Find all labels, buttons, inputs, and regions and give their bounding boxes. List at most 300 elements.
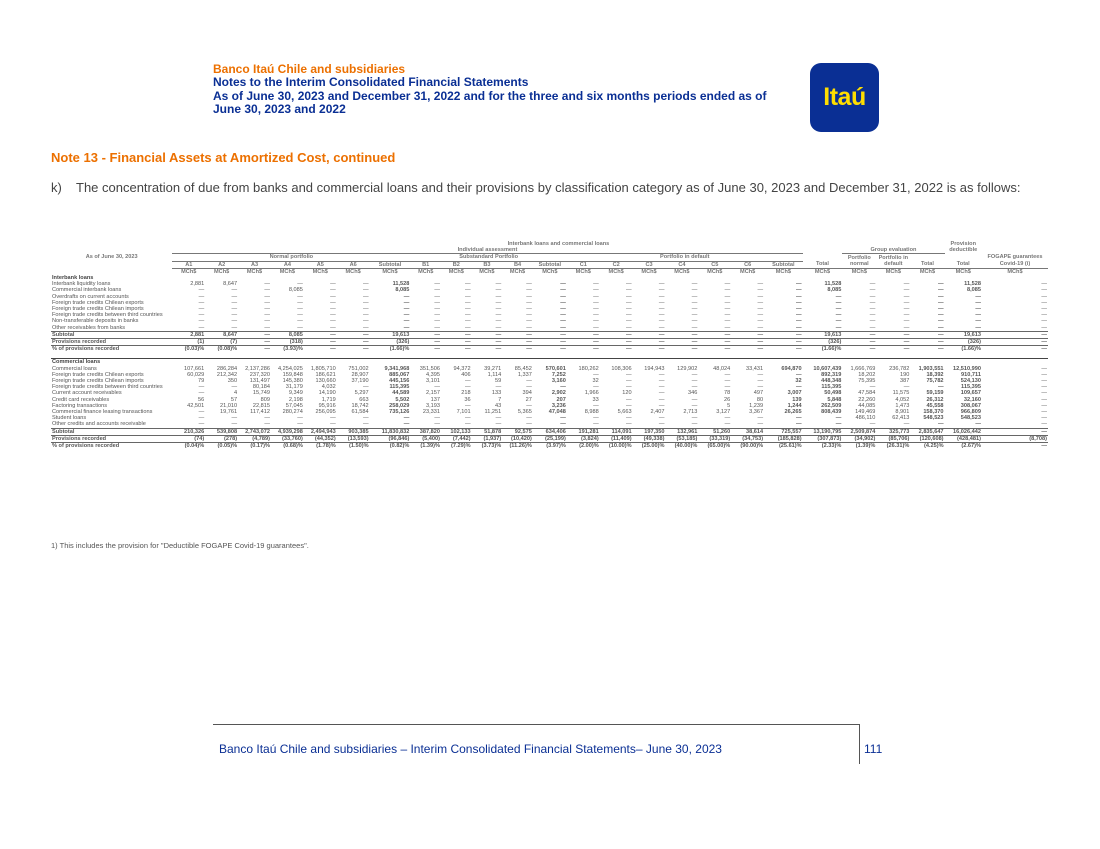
table-cell: — [903,306,910,313]
table-cell: — [434,287,440,294]
table-cell: — [903,287,910,294]
table-cell: 892,319 [821,371,842,378]
table-cell: 115,395 [961,384,981,391]
table-cell: 129,902 [677,365,698,372]
table-cell: — [724,371,731,378]
table-cell: — [724,415,731,422]
table-cell: — [330,318,336,325]
unit-header: MCh$ [641,268,657,275]
table-cell: 694,870 [781,365,802,372]
table-cell: — [362,312,369,319]
company-name: Banco Itaú Chile and subsidiaries [213,62,406,76]
table-cell: 5 [727,402,731,409]
table-cell: 4,395 [426,371,440,378]
row-label: % of provisions recorded [51,346,172,353]
table-cell: 2,713 [683,409,698,416]
table-cell: — [526,415,532,422]
col-header: B3 [472,261,503,268]
table-cell: — [757,384,764,391]
table-cell: — [231,299,238,306]
table-cell: 3,101 [426,378,440,385]
table-cell: 885,067 [389,371,410,378]
table-cell: — [593,312,599,319]
table-cell: 191,281 [567,428,600,435]
table-cell: — [626,384,632,391]
table-cell: — [698,331,731,338]
table-cell: — [198,409,205,416]
table-cell: (7,442) [441,435,472,442]
table-cell: — [982,331,1048,338]
table-cell: — [526,421,532,428]
concentration-table: Interbank loans and commercial loans Provision Individual assessment Group evaluation deductible As of June 30, 2023 Normal portfolio Substandard Portfolio Portfolio in default Portfolio Portfolio in FOGAPE guarantees A1 A2 A3 A4 A5 A6 Subtotal B1 B2 B3 B4 Subtotal C1 C2 C3 C4 C5 C6 Subtotal Total normal default Total Total Covid-19 (i) MCh$ MCh$ MCh$ MCh$ MCh$ MCh$ MCh$ MCh$ MCh$ MCh$ MCh$ MCh$ MCh$ MCh$ MCh$ MCh$ MCh$ MCh$ MCh$ MCh$ MCh$ MCh$ MCh$ MCh$ MCh$ Interbank loans Interbank liquidity loans 2,881 8,647 — — — — 11,528 — — — — — — — — — — — — 11,528 — — — 11,528 — Commercial interbank loans — — — 8,085 — — 8,085 — — — — — — — — — — — — 8,085 — — — 8,085 — Overdrafts on current accounts — — — — — — — — — — — — — — — — — — — — — — — — — Foreign trade credits Chilean exports — — — — — — — — — — — — — — — — — — — — — — — — — Foreign trade credits Chilean imports — — — — — — — — — — — — — — — — — — — — — — — — — Foreign trade credits between third countries — — — — — — — — — — — — — — — — — — — — — — — — — Non-transferable deposits in banks — — — — — — — — — — — — — — — — — — — — — — — — — Other receivables from banks — — — — — — — — — — — — — — — — — — — — — — — — — Subtotal 2,881 8,647 — 8,085 — — 19,613 — — — — — — — — — — — — 19,613 — — — 19,613 — Provisions recorded (1) (7) — (318) — — (326) — — — — — — — — — — — — (326) — — — (326) — % of provisions recorded (0.03)% (0.08)% — (3.93)% — — (1.66)% — — — — — — — — — — — — (1.66)% — — — (1.66)% — Commercial loans Commercial loans 107,661 286,284 2,137,286 4,254,025 1,805,710 751,002 9,341,968 351,506 94,372 39,271 85,452 570,601 180,262 108,306 194,943 129,902 48,024 33,431 694,870 10,607,439 1,666,769 236,782 1,903,551 12,510,990 — Foreign trade credits Chilean exports 60,029 212,342 237,320 159,848 186,621 28,907 885,067 4,395 406 1,114 1,337 7,252 — — — — — — — 892,319 18,202 190 18,392 910,711 — Foreign trade credits Chilean imports 79 350 131,497 145,380 130,660 37,190 445,156 3,101 — 59 — 3,160 32 — — — — — 32 448,348 75,395 387 75,782 524,130 — Foreign trade credits between third countries — — 80,184 31,179 4,032 — 115,395 — — — — — — — — — — — — 115,395 — — — 115,395 — Current account receivables — 4 15,749 9,349 14,190 5,297 44,589 2,157 218 133 394 2,902 1,966 120 — 346 78 497 3,007 50,498 47,584 11,575 59,159 109,657 — Credit card receivables 56 57 809 2,198 1,719 663 5,502 137 36 7 27 207 33 — — — 26 80 139 5,848 22,260 4,052 26,312 32,160 — Factoring transactions 42,501 21,010 22,815 57,045 95,916 18,742 258,029 3,193 — 43 — 3,236 — — — — 5 1,239 1,244 262,509 44,085 1,473 45,558 308,067 — Commercial finance leasing transactions — 19,761 117,412 280,274 256,095 61,584 735,126 23,331 7,101 11,251 5,365 47,048 8,988 5,663 2,407 2,713 3,127 3,367 26,265 808,439 149,469 8,901 158,370 966,809 — Student loans — — — — — — — — — — — — — — — — — — — — 486,110 62,413 548,523 548,523 — Other credits and accounts receivable — — — — — — — — — — — — — — — — — — — — — — — — — Subtotal 210,326 539,808 2,743,072 4,939,298 2,494,943 903,385 11,830,832 387,820 102,133 51,878 92,575 634,406 191,281 114,091 197,350 132,961 51,260 38,614 725,557 13,190,795 2,509,874 325,773 2,835,647 16,026,442 — Provisions recorded (74) (278) (4,789) (33,760) (44,352) (13,593) (96,846) (5,400) (7,442) (1,937) (10,420) (25,199) (3,824) (11,409) (49,338) (53,185) (33,319) (34,753) (185,828) (307,873) (34,902) (85,706) (120,608) (428,481) (8,708) % of provisions recorded (0.04)% (0.05)% (0.17)% (0.68)% (1.78)% (1.50)% (0.82)% (1.39)% (7.29)% (3.73)% (11.26)% (3.97)% (2.00)% (10.00)% (25.00)% (40.00)% (65.00)% (90.00)% (25.61)% (2.33)% (1.39)% (26.31)% (4.25)% (2.67)% — [52,241,1047,450]
table-cell: 2,157 [426,390,440,397]
table-cell: 21,010 [219,402,238,409]
table-cell: — [472,346,503,353]
col-header: C4 [665,261,698,268]
table-cell: — [362,299,369,306]
table-cell: — [198,287,205,294]
table-cell: 1,114 [487,371,502,378]
table-cell: — [796,293,802,300]
table-cell: (326) [370,339,411,346]
table-cell: — [593,299,599,306]
unit-header: MCh$ [851,268,867,275]
table-cell: (185,828) [764,435,803,442]
table-cell: 26,312 [926,396,944,403]
table-cell: — [626,402,632,409]
table-cell: — [869,281,876,288]
table-cell: — [1041,409,1047,416]
table-cell: — [835,415,842,422]
table-cell: — [658,415,665,422]
table-cell: — [757,318,764,325]
table-cell: 180,262 [578,365,599,372]
table-cell: — [600,339,633,346]
table-cell: — [465,324,471,331]
table-cell: — [724,306,731,313]
table-cell: 51,260 [698,428,731,435]
table-cell: (11,409) [600,435,633,442]
table-cell: — [757,421,764,428]
provisions-pct-row [51,346,1048,353]
table-cell: (74) [172,435,205,442]
table-cell: — [724,384,731,391]
table-cell: 120 [622,390,632,397]
table-cell: — [937,318,944,325]
table-cell: (25,199) [533,435,567,442]
col-header: B1 [410,261,441,268]
table-cell: 11,528 [392,281,410,288]
table-cell: — [975,318,981,325]
row-label: Foreign trade credits Chilean exports [52,371,144,378]
table-cell: — [330,293,336,300]
table-cell: — [362,287,369,294]
table-cell: — [330,415,336,422]
table-cell: — [567,339,600,346]
table-cell: 31,179 [285,384,303,391]
table-cell: — [937,421,944,428]
note-title: Note 13 - Financial Assets at Amortized Cost, continued [51,150,396,165]
table-cell: 32 [795,378,802,385]
intro-text: The concentration of due from banks and commercial loans and their provisions by classification category as of June 30, 2023 and December 31, 2022 is as follows: [76,180,1021,195]
table-cell: — [764,339,803,346]
normal-portfolio: Normal portfolio [172,254,410,261]
table-cell: — [658,402,665,409]
unit-header: MCh$ [479,268,495,275]
table-cell: — [495,415,502,422]
table-cell: — [264,293,270,300]
table-cell: 8,085 [271,331,304,338]
table-cell: — [903,312,910,319]
table-cell: — [724,293,731,300]
table-cell: — [731,346,764,353]
table-cell: — [593,371,599,378]
provisions-pct-row [51,443,1048,450]
table-cell: — [465,281,471,288]
table-cell: 22,815 [252,402,270,409]
table-cell: — [593,293,599,300]
unit-header: MCh$ [608,268,624,275]
table-cell: 2,407 [650,409,665,416]
unit-header: MCh$ [279,268,295,275]
table-cell: 32 [592,378,599,385]
table-cell: — [633,339,666,346]
table-cell: — [835,293,842,300]
header-line-4: June 30, 2023 and 2022 [213,102,346,117]
table-cell: 22,260 [858,396,876,403]
table-cell: 32,160 [963,396,981,403]
table-cell: 8,085 [288,287,303,294]
table-cell: 2,137,286 [245,365,270,372]
table-cell: — [796,281,802,288]
table-cell: — [560,293,566,300]
table-cell: 80 [756,396,764,403]
col-header: A6 [337,261,370,268]
table-cell: 149,469 [855,409,876,416]
table-cell: — [330,281,336,288]
table-cell: — [876,339,910,346]
table-cell: 59,159 [926,390,944,397]
table-cell: 47,584 [858,390,876,397]
table-cell: — [264,324,270,331]
table-cell: — [626,396,632,403]
table-cell: — [1041,371,1047,378]
table-cell: — [658,378,665,385]
table-cell: — [362,281,369,288]
table-cell: — [297,318,303,325]
provision-hdr-3: FOGAPE guarantees [987,254,1043,261]
table-cell: 42,501 [187,402,205,409]
table-cell: — [441,346,472,353]
table-cell: — [238,331,271,338]
table-cell: — [1041,318,1047,325]
table-cell: — [869,312,876,319]
table-cell: — [1041,384,1047,391]
column-header-row [51,261,1048,268]
table-cell: (1.66)% [370,346,411,353]
table-cell: 3,127 [716,409,731,416]
table-cell: 117,412 [250,409,270,416]
table-cell: 258,029 [389,402,410,409]
col-header: C6 [731,261,764,268]
table-cell: — [757,324,764,331]
table-cell: — [434,384,440,391]
table-cell: 92,575 [502,428,533,435]
table-cell: — [495,299,502,306]
table-cell: 4,939,298 [271,428,304,435]
table-cell: — [724,421,731,428]
section-label: Interbank loans [52,275,94,282]
table-cell: 2,494,943 [304,428,337,435]
col-header-empty [51,261,172,268]
col-header: C1 [567,261,600,268]
table-cell: (90.00)% [731,443,764,450]
table-cell: (1.39)% [410,443,441,450]
table-cell: — [937,299,944,306]
table-cell: — [691,371,698,378]
table-cell: — [403,318,410,325]
table-cell: — [1041,324,1047,331]
table-cell: 75,395 [858,378,876,385]
table-cell: — [560,306,566,313]
table-cell: — [297,312,303,319]
table-cell: — [337,346,370,353]
table-cell: — [434,415,440,422]
table-cell: — [842,331,876,338]
table-cell: — [626,371,632,378]
table-cell: — [691,384,698,391]
table-cell: — [724,287,731,294]
table-cell: (1.50)% [337,443,370,450]
table-cell: — [691,324,698,331]
table-cell: — [495,293,502,300]
unit-header: MCh$ [345,268,361,275]
table-cell: 8,647 [223,281,238,288]
table-cell: — [835,318,842,325]
col-header: Total [945,261,982,268]
table-cell: (3.93)% [271,346,304,353]
table-cell: — [593,318,599,325]
table-cell: — [593,421,599,428]
table-row [51,421,1048,428]
table-cell: — [231,421,238,428]
unit-header: MCh$ [707,268,723,275]
table-cell: 16,026,442 [945,428,982,435]
table-cell: — [410,331,441,338]
table-cell: — [198,415,205,422]
footer-rule [213,724,859,725]
table-cell: — [472,331,503,338]
table-cell: — [626,312,632,319]
table-cell: 751,002 [348,365,369,372]
table-cell: — [441,339,472,346]
col-header: A5 [304,261,337,268]
table-cell: — [465,318,471,325]
table-cell: — [495,324,502,331]
table-cell: — [691,402,698,409]
table-cell: — [495,281,502,288]
table-cell: — [264,312,270,319]
table-cell: — [691,396,698,403]
table-cell: (49,338) [633,435,666,442]
table-cell: — [330,299,336,306]
subtotal-row [51,331,1048,338]
table-cell: — [975,293,981,300]
table-cell: — [665,331,698,338]
table-cell: — [982,443,1048,450]
table-cell: 2,743,072 [238,428,271,435]
unit-header: MCh$ [955,268,971,275]
unit-header: MCh$ [885,268,901,275]
table-cell: 3,007 [787,390,802,397]
table-cell: — [869,293,876,300]
table-cell: 23,331 [422,409,440,416]
table-cell: — [495,384,502,391]
table-cell: 109,657 [960,390,981,397]
table-cell: — [434,312,440,319]
table-cell: — [231,306,238,313]
table-cell: — [796,318,802,325]
table-cell: — [757,306,764,313]
table-cell: — [533,339,567,346]
table-cell: 19,613 [945,331,982,338]
table-cell: — [337,331,370,338]
table-cell: 8,647 [205,331,238,338]
table-cell: — [403,415,410,422]
table-cell: (1.39)% [842,443,876,450]
table-cell: (1.66)% [803,346,843,353]
table-cell: — [560,421,566,428]
row-label: Foreign trade credits Chilean exports [52,299,144,306]
table-cell: — [297,415,303,422]
row-label: Foreign trade credits between third countries [52,384,163,391]
table-cell: — [757,281,764,288]
table-cell: — [593,402,599,409]
table-cell: — [937,281,944,288]
table-cell: — [796,299,802,306]
table-cell: (428,481) [945,435,982,442]
table-cell: — [1041,287,1047,294]
table-cell: — [691,281,698,288]
table-cell: — [403,324,410,331]
table-cell: — [465,378,471,385]
default-portfolio: Portfolio in default [567,254,803,261]
table-cell: — [658,390,665,397]
table-cell: — [835,312,842,319]
table-cell: (44,352) [304,435,337,442]
table-cell: (0.08)% [205,346,238,353]
table-cell: 79 [197,378,205,385]
table-cell: — [658,318,665,325]
table-cell: 4,052 [895,396,910,403]
table-cell: — [362,421,369,428]
table-cell: 1,473 [895,402,910,409]
table-cell: — [410,339,441,346]
header-line-3: As of June 30, 2023 and December 31, 2022 and for the three and six months periods ended as of [213,88,767,103]
table-cell: (1.66)% [945,346,982,353]
table-cell: 548,523 [960,415,981,422]
table-cell: 5,663 [617,409,632,416]
table-cell: — [465,312,471,319]
table-cell: (0.03)% [172,346,205,353]
table-cell: (34,753) [731,435,764,442]
table-cell: — [691,318,698,325]
table-cell: — [658,281,665,288]
table-cell: 107,661 [183,365,205,372]
table-cell: — [796,421,802,428]
row-label: Interbank liquidity loans [52,281,111,288]
table-cell: — [434,293,440,300]
table-cell: — [502,331,533,338]
table-cell: 61,584 [351,409,369,416]
table-cell: — [198,299,205,306]
table-cell: — [903,384,910,391]
table-cell: — [1041,421,1047,428]
table-cell: 15,749 [252,390,270,397]
table-cell: — [796,384,802,391]
col-header: C5 [698,261,731,268]
group-title: Interbank loans and commercial loans [507,241,610,247]
table-cell: 1,337 [517,371,532,378]
table-cell: — [665,339,698,346]
table-cell: 237,320 [249,371,270,378]
row-label: Subtotal [51,428,172,435]
table-cell: 3,160 [551,378,566,385]
table-cell: — [465,306,471,313]
table-cell: — [869,299,876,306]
table-cell: 387,820 [410,428,441,435]
table-cell: 8,988 [584,409,599,416]
table-cell: 910,711 [961,371,981,378]
table-cell: 524,130 [960,378,981,385]
table-cell: 8,085 [395,287,410,294]
table-cell: — [626,378,632,385]
table-cell: — [835,421,842,428]
table-cell: 394 [522,390,532,397]
table-cell: — [658,312,665,319]
table-cell: — [724,281,731,288]
table-cell: — [975,306,981,313]
table-cell: 966,809 [960,409,981,416]
table-cell: — [593,281,599,288]
table-cell: — [560,415,566,422]
table-cell: — [757,378,764,385]
table-cell: 102,133 [441,428,472,435]
table-cell: — [567,346,600,353]
table-cell: 735,126 [389,409,410,416]
table-cell: 19,761 [219,409,238,416]
table-cell: — [796,312,802,319]
table-cell: (318) [271,339,304,346]
table-cell: — [593,415,599,422]
table-cell: — [231,415,238,422]
table-cell: — [410,346,441,353]
table-cell: — [526,299,532,306]
table-cell: 3,236 [551,402,566,409]
table-cell: (11.26)% [502,443,533,450]
unit-header: MCh$ [448,268,464,275]
table-cell: — [626,299,632,306]
table-cell: — [731,331,764,338]
table-cell: 1,966 [584,390,599,397]
unit-header: MCh$ [814,268,831,275]
table-cell: — [937,293,944,300]
document-header [213,63,803,117]
table-cell: — [593,324,599,331]
table-cell: — [465,299,471,306]
table-cell: — [231,318,238,325]
table-cell: (307,873) [803,435,843,442]
